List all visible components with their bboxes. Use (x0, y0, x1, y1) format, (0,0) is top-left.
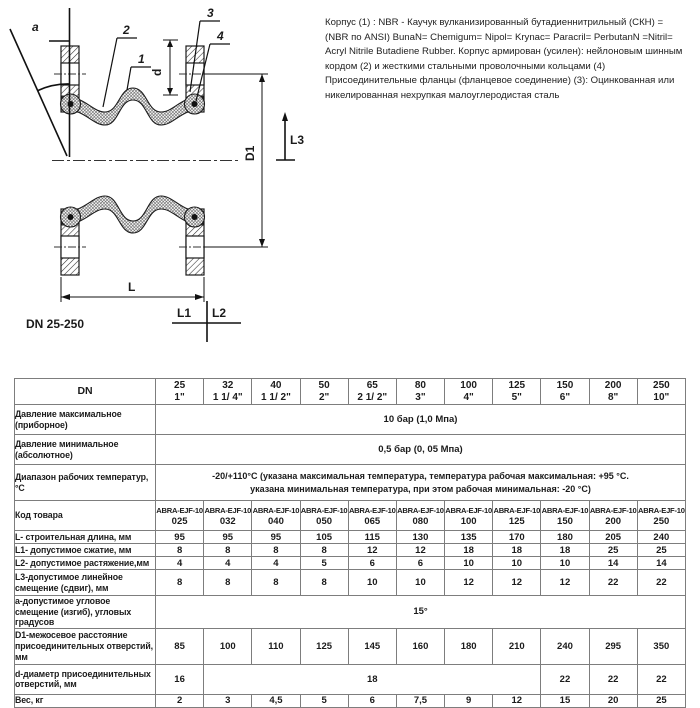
data-cell (541, 544, 589, 557)
dn-value: 200 (604, 379, 622, 391)
row-label: d-диаметр присоединительных отверстий, мм (15, 664, 156, 694)
cell-line: 032 (219, 515, 236, 527)
cell-line: 10 (366, 577, 378, 588)
cell-line: 100 (219, 640, 236, 652)
data-cell (396, 570, 444, 596)
cell-line: 10 бар (1,0 Мпа) (383, 414, 458, 425)
dn-inches: 6" (559, 391, 571, 403)
cell-line: 95 (174, 531, 185, 543)
dn-inches: 1 1/ 4" (212, 391, 243, 403)
data-cell (445, 628, 493, 664)
data-cell (541, 557, 589, 570)
data-cell (396, 501, 444, 531)
column-header (445, 379, 493, 405)
cell-line: 8 (225, 577, 231, 588)
cell-line: 5 (321, 695, 327, 707)
cell-line: 025 (171, 515, 188, 527)
cell-line: 10 (511, 557, 523, 569)
table-header-row (15, 379, 686, 405)
data-cell (445, 531, 493, 544)
cell-line: 18 (511, 544, 523, 556)
data-cell (396, 544, 444, 557)
data-cell (156, 596, 686, 629)
data-cell (348, 570, 396, 596)
cell-line: 25 (656, 695, 667, 707)
data-cell (204, 544, 252, 557)
dn-inches: 2" (318, 391, 330, 403)
data-cell (396, 694, 444, 707)
angle-a-label: a (32, 20, 39, 34)
dn-value: 100 (460, 379, 477, 391)
table-row (15, 596, 686, 629)
row-label: L2- допустимое растяжение,мм (15, 557, 156, 570)
data-cell (589, 570, 637, 596)
description-line-3: Acryl Nitrile Butadiene Rubber. Корпус армирован (усилен): нейлоновым шинным (325, 46, 683, 58)
data-cell (204, 664, 541, 694)
cell-line: 180 (557, 531, 573, 543)
data-cell (300, 501, 348, 531)
dn-value: 25 (174, 379, 186, 391)
cell-line: 9 (465, 695, 472, 707)
data-cell (204, 531, 252, 544)
data-cell (493, 694, 541, 707)
data-cell (156, 544, 204, 557)
cell-line: 12 (463, 577, 474, 588)
data-cell (589, 501, 637, 531)
data-cell (348, 557, 396, 570)
cell-line: 150 (557, 515, 573, 527)
cell-line: 8 (321, 544, 327, 556)
cell-line: 4,5 (269, 695, 283, 707)
data-cell (252, 557, 300, 570)
column-header (156, 379, 204, 405)
cell-line: ABRA-EJF-10 (204, 505, 252, 515)
dn-value: 40 (270, 379, 282, 391)
data-cell (637, 544, 685, 557)
cell-line: 295 (605, 640, 622, 652)
cell-line: ABRA-EJF-10 (397, 505, 444, 515)
cell-line: ABRA-EJF-10 (493, 505, 541, 515)
data-cell (493, 557, 541, 570)
cell-line: 050 (316, 515, 333, 527)
cell-line: 14 (607, 557, 619, 569)
cell-line: 25 (656, 544, 667, 556)
table-row (15, 557, 686, 570)
data-cell (445, 557, 493, 570)
cell-line: 250 (653, 515, 670, 527)
data-cell (493, 544, 541, 557)
cell-line: 240 (653, 531, 670, 543)
data-cell (589, 694, 637, 707)
cell-line: 10 (559, 557, 571, 569)
data-cell (300, 531, 348, 544)
data-cell (156, 694, 204, 707)
description-line-2: (NBR по ANSI) BunaN= Chemigum= Nipol= Krynac= Paracril= PerbutanN =Nitril= (325, 31, 673, 43)
cell-line: ABRA-EJF-10 (156, 505, 203, 515)
description-line-1: Корпус (1) : NBR - Каучук вулканизированный бутадиеннитрильный (СКН) = (325, 17, 664, 28)
data-cell (396, 628, 444, 664)
description-line-5: Присоединительные фланцы (фланцевое соединение) (3): Оцинкованная или (325, 75, 675, 87)
cell-line: ABRA-EJF-10 (638, 505, 685, 515)
data-cell (204, 570, 252, 596)
data-cell (204, 557, 252, 570)
cell-line: 25 (607, 544, 619, 556)
cell-line: 10 (415, 577, 426, 588)
dn-inches: 1" (174, 391, 185, 403)
part-2-label: 2 (123, 23, 130, 37)
data-cell (348, 544, 396, 557)
table-row (15, 405, 686, 435)
data-cell (252, 694, 300, 707)
data-cell (300, 570, 348, 596)
cell-line: ABRA-EJF-10 (445, 505, 492, 515)
data-cell (589, 557, 637, 570)
cell-line: 15° (413, 606, 428, 618)
data-cell (493, 501, 541, 531)
dn-value: 125 (508, 379, 526, 391)
column-header (252, 379, 300, 405)
dn-value: 32 (222, 379, 234, 391)
dn-value: 150 (556, 379, 574, 391)
cell-line: 080 (412, 515, 429, 527)
data-cell (637, 694, 685, 707)
dn-value: 250 (653, 379, 670, 391)
data-cell (396, 531, 444, 544)
data-cell (541, 501, 589, 531)
data-cell (493, 628, 541, 664)
dn-range-label: DN 25-250 (26, 317, 85, 331)
data-cell (300, 544, 348, 557)
data-cell (541, 694, 589, 707)
data-cell (445, 544, 493, 557)
cell-line: 22 (607, 673, 619, 685)
data-cell (445, 694, 493, 707)
part-3-label: 3 (207, 6, 214, 20)
data-cell (589, 628, 637, 664)
data-cell (156, 531, 204, 544)
dn-inches: 5" (511, 391, 522, 403)
row-label: Давление максимальное (приборное) (15, 405, 156, 435)
column-header (300, 379, 348, 405)
dim-l1-label: L1 (177, 306, 192, 320)
data-cell (204, 501, 252, 531)
dn-inches: 4" (463, 391, 474, 403)
material-description (325, 16, 697, 104)
data-cell (589, 544, 637, 557)
table-row (15, 544, 686, 557)
cell-line: 110 (268, 640, 284, 652)
cell-line: 5 (321, 557, 327, 569)
data-cell (156, 557, 204, 570)
cell-line: 20 (607, 695, 619, 707)
cell-line: 22 (607, 577, 619, 588)
cell-line: 95 (270, 531, 282, 543)
description-line-6: никелированная нехрупкая малоуглеродистая сталь (325, 89, 560, 101)
dn-inches: 10" (653, 391, 670, 403)
cell-line: 135 (460, 531, 477, 543)
data-cell (156, 405, 686, 435)
column-header (637, 379, 685, 405)
cell-line: 22 (656, 577, 667, 588)
data-cell (541, 570, 589, 596)
data-cell (637, 557, 685, 570)
dn-value: 65 (366, 379, 378, 391)
cell-line: 22 (656, 673, 667, 685)
data-cell (156, 501, 204, 531)
table-row (15, 664, 686, 694)
cell-line: 0,5 бар (0, 05 Мпа) (378, 444, 463, 455)
spec-table (14, 378, 686, 708)
row-label: Давление минимальное (абсолютное) (15, 435, 156, 465)
data-cell (637, 628, 685, 664)
dim-l2-label: L2 (212, 306, 227, 320)
column-header (493, 379, 541, 405)
data-cell (348, 628, 396, 664)
row-label: D1-межосевое расстояние присоединительных отверстий, мм (15, 628, 156, 664)
cell-line: 3 (225, 695, 231, 707)
cell-line: 8 (273, 577, 279, 588)
table-row (15, 628, 686, 664)
cell-line: 10 (463, 557, 474, 569)
cell-line: ABRA-EJF-10 (300, 505, 348, 515)
cell-line: указана минимальная температура, при этом рабочая минимальная: -20 °С) (250, 483, 591, 494)
cell-line: 170 (508, 531, 525, 543)
data-cell (493, 531, 541, 544)
cell-line: 105 (316, 531, 333, 543)
cell-line: 18 (463, 544, 474, 556)
data-cell (252, 570, 300, 596)
dn-inches: 8" (607, 391, 619, 403)
cell-line: 4 (225, 557, 231, 569)
table-body (15, 405, 686, 708)
data-cell (156, 628, 204, 664)
cell-line: 065 (364, 515, 381, 527)
dim-l-label: L (128, 280, 136, 294)
data-cell (204, 628, 252, 664)
dim-l3-arrow (282, 112, 288, 121)
data-cell (252, 501, 300, 531)
cell-line: 125 (508, 515, 525, 527)
cell-line: ABRA-EJF-10 (589, 505, 637, 515)
cell-line: 100 (460, 515, 477, 527)
data-cell (589, 531, 637, 544)
data-cell (252, 544, 300, 557)
cell-line: 85 (174, 640, 185, 652)
cell-line: 205 (605, 531, 622, 543)
cell-line: 14 (656, 557, 667, 569)
cell-line: 180 (460, 640, 477, 652)
data-cell (541, 664, 589, 694)
cell-line: 22 (559, 673, 571, 685)
column-header (204, 379, 252, 405)
data-cell (541, 531, 589, 544)
part-1-label: 1 (138, 52, 145, 66)
cell-line: 7,5 (413, 695, 428, 707)
cell-line: 040 (268, 515, 284, 527)
data-cell (300, 694, 348, 707)
row-label: Вес, кг (15, 694, 156, 707)
part-4-label: 4 (217, 29, 224, 43)
cell-line: 8 (225, 544, 231, 556)
column-header-dn: DN (15, 379, 156, 405)
cell-line: ABRA-EJF-10 (252, 505, 300, 515)
row-label: а-допустимое угловое смещение (изгиб), угловых градусов (15, 596, 156, 629)
row-label: L1- допустимое сжатие, мм (15, 544, 156, 557)
cell-line: 12 (559, 577, 571, 588)
table-row (15, 531, 686, 544)
cell-line: 8 (273, 544, 279, 556)
data-cell (445, 570, 493, 596)
dim-d-lines (163, 40, 178, 95)
table-row (15, 435, 686, 465)
cell-line: 2 (176, 695, 183, 707)
cell-line: 125 (316, 640, 333, 652)
data-cell (541, 628, 589, 664)
cell-line: 95 (222, 531, 234, 543)
data-cell (156, 664, 204, 694)
data-cell (493, 570, 541, 596)
dn-value: 80 (414, 379, 426, 391)
data-cell (637, 570, 685, 596)
table-row (15, 501, 686, 531)
description-line-4: кордом (2) и жесткими стальными проволочными кольцами (4) (325, 60, 606, 72)
cell-line: 130 (412, 531, 429, 543)
cell-line: 200 (605, 515, 622, 527)
table-row (15, 465, 686, 501)
cell-line: 4 (273, 557, 279, 569)
cell-line: 6 (369, 695, 375, 707)
data-cell (445, 501, 493, 531)
data-cell (396, 557, 444, 570)
cell-line: 12 (511, 695, 523, 707)
cell-line: 240 (557, 640, 573, 652)
cell-line: 8 (176, 544, 183, 556)
row-label: L- строительная длина, мм (15, 531, 156, 544)
cell-line: 8 (321, 577, 327, 588)
dim-d1-label: D1 (243, 145, 257, 161)
column-header (589, 379, 637, 405)
cell-line: 160 (412, 640, 429, 652)
data-cell (348, 694, 396, 707)
technical-drawing (0, 0, 330, 345)
data-cell (156, 435, 686, 465)
cell-line: 15 (559, 695, 571, 707)
dim-d-label: d (150, 68, 164, 76)
dim-l3-label: L3 (290, 133, 305, 147)
cell-line: 6 (417, 557, 424, 569)
cell-line: 16 (174, 673, 185, 685)
data-cell (156, 465, 686, 501)
row-label: Диапазон рабочих температур, °С (15, 465, 156, 501)
data-cell (300, 628, 348, 664)
cell-line: 12 (366, 544, 378, 556)
data-cell (252, 531, 300, 544)
row-label: Код товара (15, 501, 156, 531)
cell-line: 350 (653, 640, 670, 652)
table-row (15, 570, 686, 596)
table-header (15, 379, 686, 405)
data-cell (156, 570, 204, 596)
data-cell (637, 501, 685, 531)
dn-value: 50 (318, 379, 330, 391)
data-cell (300, 557, 348, 570)
cell-line: 18 (366, 673, 378, 685)
cell-line: ABRA-EJF-10 (348, 505, 396, 515)
cell-line: ABRA-EJF-10 (541, 505, 589, 515)
data-cell (204, 694, 252, 707)
dn-inches: 3" (415, 391, 426, 403)
row-label: L3-допустимое линейное смещение (сдвиг), мм (15, 570, 156, 596)
cell-line: 18 (559, 544, 571, 556)
cell-line: 4 (176, 557, 183, 569)
cell-line: 115 (364, 531, 380, 543)
column-header (396, 379, 444, 405)
cell-line: 210 (508, 640, 525, 652)
dn-inches: 2 1/ 2" (357, 391, 388, 403)
table-row (15, 694, 686, 707)
dn-inches: 1 1/ 2" (261, 391, 291, 403)
column-header (541, 379, 589, 405)
cell-line: -20/+110°C (указана максимальная температура, температура рабочая максимальная: +95 °С. (212, 471, 629, 481)
data-cell (348, 531, 396, 544)
data-cell (252, 628, 300, 664)
cell-line: 8 (176, 577, 183, 588)
data-cell (348, 501, 396, 531)
cell-line: 12 (511, 577, 523, 588)
cell-line: 6 (369, 557, 375, 569)
data-cell (637, 531, 685, 544)
data-cell (637, 664, 685, 694)
cell-line: 12 (415, 544, 426, 556)
column-header (348, 379, 396, 405)
cell-line: 145 (364, 640, 381, 652)
data-cell (589, 664, 637, 694)
